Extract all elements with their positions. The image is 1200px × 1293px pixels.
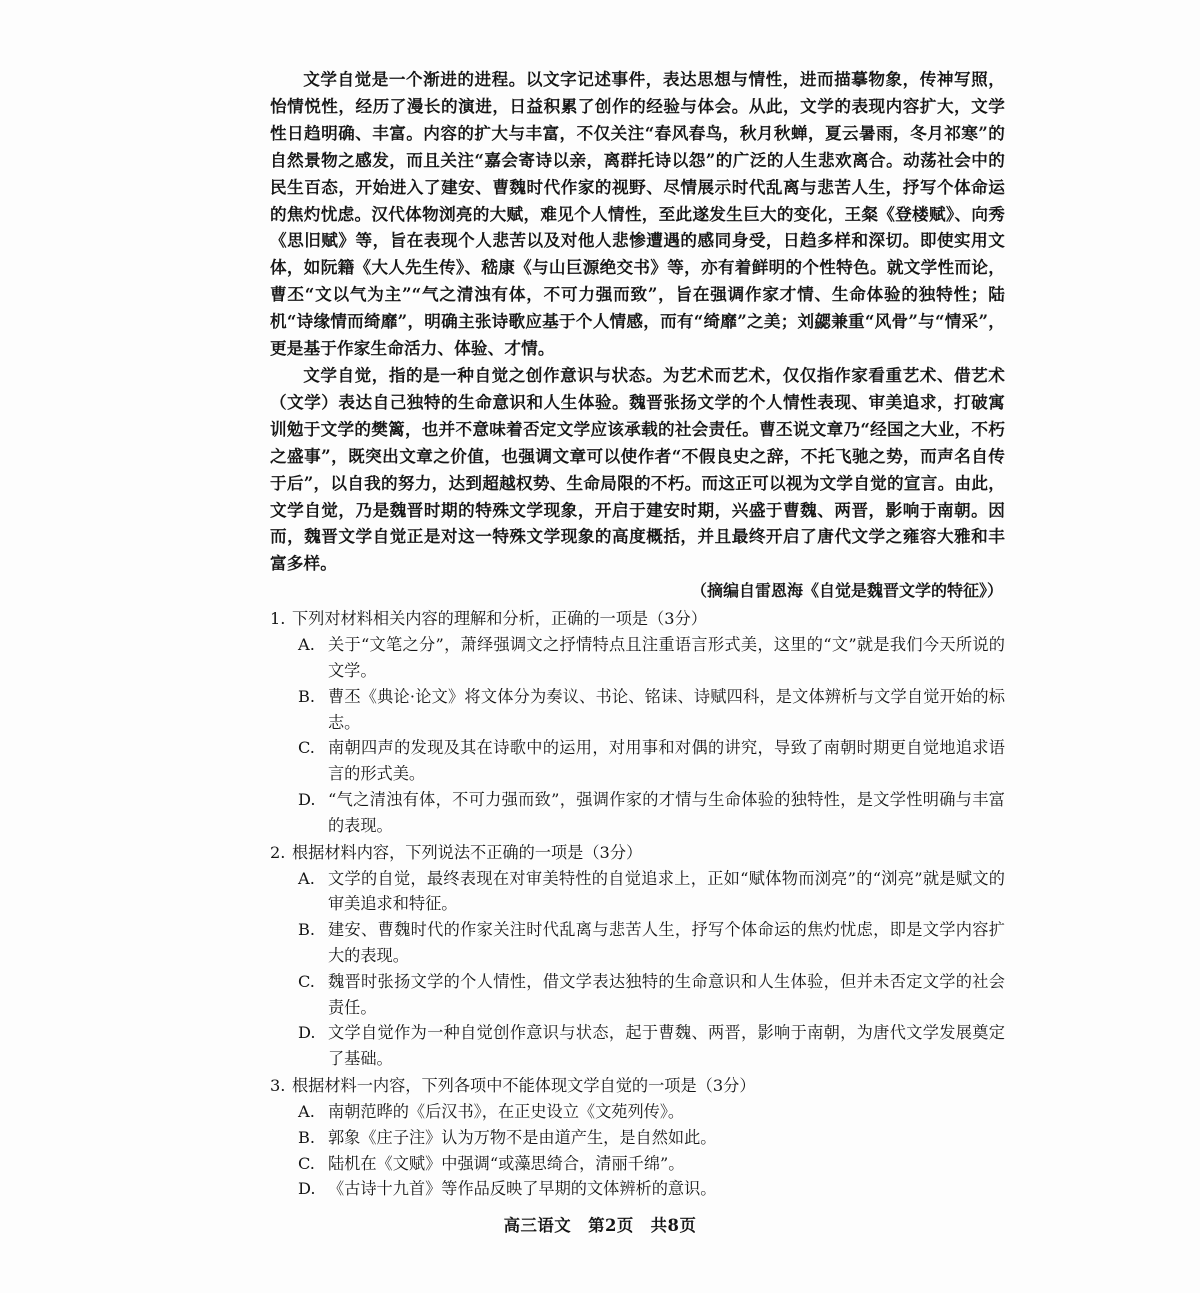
- option-key: B.: [298, 1127, 316, 1147]
- page-footer: 高三语文 第2页 共8页: [503, 1216, 697, 1235]
- question-stem: 下列对材料相关内容的理解和分析，正确的一项是（3分）: [292, 609, 707, 629]
- option-key: A.: [298, 868, 315, 888]
- option-c[interactable]: [270, 735, 1005, 787]
- option-a[interactable]: [270, 866, 1005, 918]
- passage-source: （摘编自雷恩海《自觉是魏晋文学的特征》）: [690, 581, 1003, 601]
- option-key: B.: [298, 920, 316, 940]
- option-text: 南朝范晔的《后汉书》，在正史设立《文苑列传》。: [328, 1101, 685, 1121]
- option-c[interactable]: [270, 1151, 1005, 1177]
- option-key: A.: [298, 1101, 315, 1121]
- option-b[interactable]: [270, 1125, 1005, 1151]
- reading-passage: [270, 66, 1005, 605]
- option-key: B.: [298, 686, 316, 706]
- option-b[interactable]: [270, 684, 1005, 736]
- option-key: A.: [298, 635, 315, 655]
- option-text: 文学的自觉，最终表现在对审美特性的自觉追求上，正如“赋体物而浏亮”的“浏亮”就是赋文的审美追求和特征。: [328, 868, 1005, 914]
- option-key: C.: [298, 1153, 315, 1173]
- option-d[interactable]: [270, 1020, 1005, 1072]
- option-a[interactable]: [270, 632, 1005, 684]
- question-1: [270, 605, 1005, 838]
- passage-paragraph-2: 文学自觉，指的是一种自觉之创作意识与状态。为艺术而艺术，仅仅指作家看重艺术、借艺术（文学）表达自己独特的生命意识和人生体验。魏晋张扬文学的个人情性表现、审美追求，打破寓训勉于文学的樊篱，也并不意味着否定文学应该承载的社会责任。曹丕说文章乃“经国之大业，不朽之盛事”，既突出文章之价值，也强调文章可以使作者“不假良史之辞，不托飞驰之势，而声名自传于后”，以自我的努力，达到超越权势、生命局限的不朽。而这正可以视为文学自觉的宣言。由此，文学自觉，乃是魏晋时期的特殊文学现象，开启于建安时期，兴盛于曹魏、两晋，影响于南朝。因而，魏晋文学自觉正是对这一特殊文学现象的高度概括，并且最终开启了唐代文学之雍容大雅和丰富多样。: [270, 364, 1005, 574]
- question-stem: 根据材料内容，下列说法不正确的一项是（3分）: [292, 842, 643, 862]
- option-key: D.: [298, 790, 316, 809]
- question-number: 1.: [270, 609, 286, 629]
- question-number: 3.: [270, 1075, 286, 1095]
- option-text: 曹丕《典论·论文》将文体分为奏议、书论、铭诔、诗赋四科，是文体辨析与文学自觉开始的标志。: [328, 686, 1005, 732]
- question-3: [270, 1072, 1005, 1202]
- option-c[interactable]: [270, 969, 1005, 1021]
- option-text: 郭象《庄子注》认为万物不是由道产生，是自然如此。: [328, 1127, 717, 1147]
- option-list: [270, 866, 1005, 1072]
- option-text: 南朝四声的发现及其在诗歌中的运用，对用事和对偶的讲究，导致了南朝时期更自觉地追求语言的形式美。: [328, 738, 1005, 784]
- option-text: 关于“文笔之分”，萧绎强调文之抒情特点且注重语言形式美，这里的“文”就是我们今天所说的文学。: [328, 635, 1005, 681]
- option-text: 陆机在《文赋》中强调“或藻思绮合，清丽千绵”。: [328, 1153, 685, 1173]
- option-list: [270, 1099, 1005, 1202]
- option-text: 魏晋时张扬文学的个人情性，借文学表达独特的生命意识和人生体验，但并未否定文学的社会责任。: [328, 971, 1005, 1017]
- passage-paragraph-1: 文学自觉是一个渐进的进程。以文字记述事件，表达思想与情性，进而描摹物象，传神写照，怡情悦性，经历了漫长的演进，日益积累了创作的经验与体会。从此，文学的表现内容扩大，文学性日趋明确、丰富。内容的扩大与丰富，不仅关注“春风春鸟，秋月秋蝉，夏云暑雨，冬月祁寒”的自然景物之感发，而且关注“嘉会寄诗以亲，离群托诗以怨”的广泛的人生悲欢离合。动荡社会中的民生百态，开始进入了建安、曹魏时代作家的视野、尽情展示时代乱离与悲苦人生，抒写个体命运的焦灼忧虑。汉代体物浏亮的大赋，难见个人情性，至此遂发生巨大的变化，王粲《登楼赋》、向秀《思旧赋》等，旨在表现个人悲苦以及对他人悲惨遭遇的感同身受，日趋多样和深切。即使实用文体，如阮籍《大人先生传》、嵇康《与山巨源绝交书》等，亦有着鲜明的个性特色。就文学性而论，曹丕“文以气为主”“气之清浊有体，不可力强而致”，旨在强调作家才情、生命体验的独特性；陆机“诗缘情而绮靡”，明确主张诗歌应基于个人情感，而有“绮靡”之美；刘勰兼重“风骨”与“情采”，更是基于作家生命活力、体验、才情。: [270, 69, 1005, 359]
- option-b[interactable]: [270, 917, 1005, 969]
- option-list: [270, 632, 1005, 838]
- option-text: “气之清浊有体，不可力强而致”，强调作家的才情与生命体验的独特性，是文学性明确与丰富的表现。: [328, 790, 1005, 835]
- option-a[interactable]: [270, 1099, 1005, 1125]
- question-2: [270, 839, 1005, 1072]
- option-key: D.: [298, 1023, 316, 1043]
- option-d[interactable]: [270, 1176, 1005, 1202]
- option-key: C.: [298, 738, 315, 758]
- page-content: [270, 66, 1005, 1202]
- question-number: 2.: [270, 842, 286, 862]
- question-stem: 根据材料一内容，下列各项中不能体现文学自觉的一项是（3分）: [292, 1075, 756, 1095]
- option-text: 建安、曹魏时代的作家关注时代乱离与悲苦人生，抒写个体命运的焦灼忧虑，即是文学内容扩大的表现。: [328, 920, 1005, 965]
- option-text: 《古诗十九首》等作品反映了早期的文体辨析的意识。: [328, 1179, 717, 1199]
- option-d[interactable]: [270, 787, 1005, 839]
- option-key: C.: [298, 971, 315, 991]
- option-key: D.: [298, 1179, 316, 1199]
- option-text: 文学自觉作为一种自觉创作意识与状态，起于曹魏、两晋，影响于南朝，为唐代文学发展奠定了基础。: [328, 1023, 1005, 1069]
